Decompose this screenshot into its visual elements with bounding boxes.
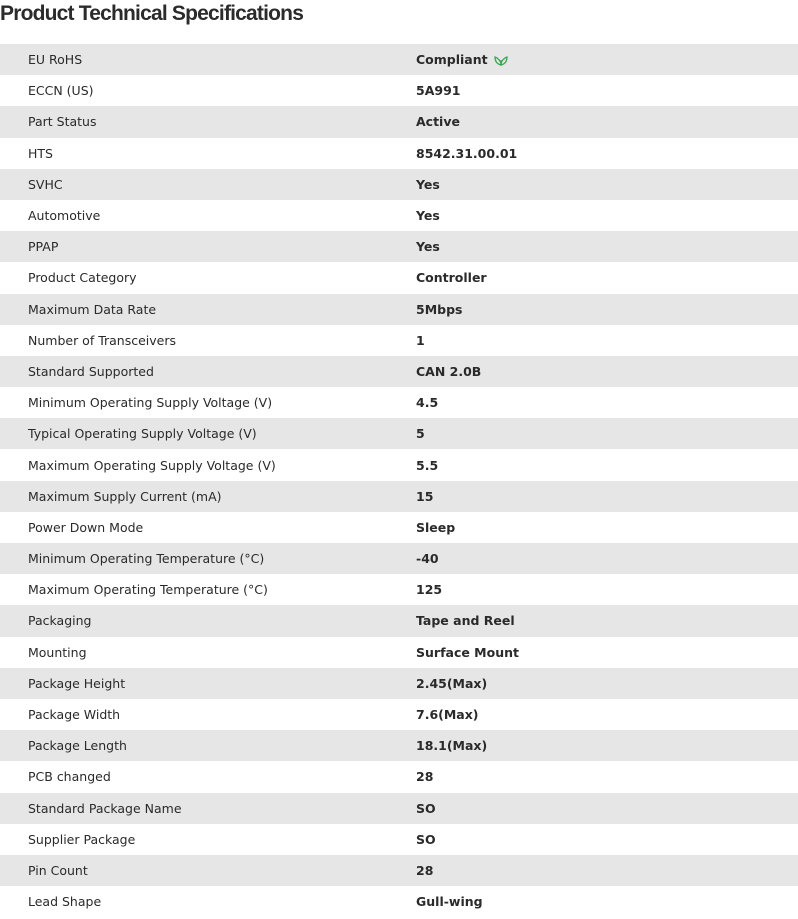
spec-label: PPAP	[28, 239, 59, 255]
spec-value: 125	[416, 582, 443, 598]
spec-row	[0, 605, 798, 636]
spec-label: Supplier Package	[28, 831, 136, 847]
spec-value: 1	[416, 332, 425, 348]
spec-row	[0, 356, 798, 387]
page-title: Product Technical Specifications	[0, 2, 304, 25]
spec-row	[0, 138, 798, 169]
spec-value: 15	[416, 488, 434, 504]
spec-label: Maximum Operating Supply Voltage (V)	[28, 457, 276, 473]
spec-label: Typical Operating Supply Voltage (V)	[28, 426, 257, 442]
spec-value: 28	[416, 769, 434, 785]
leaf-icon	[494, 54, 508, 66]
spec-table	[0, 44, 798, 917]
spec-label: Automotive	[28, 208, 101, 224]
spec-value: 2.45(Max)	[416, 675, 488, 691]
spec-row	[0, 75, 798, 106]
spec-label: Pin Count	[28, 862, 88, 878]
spec-label: Package Width	[28, 707, 121, 723]
spec-row	[0, 793, 798, 824]
spec-row	[0, 824, 798, 855]
spec-label: ECCN (US)	[28, 83, 94, 99]
spec-row	[0, 106, 798, 137]
spec-row	[0, 481, 798, 512]
spec-label: EU RoHS	[28, 52, 83, 68]
spec-label: Minimum Operating Temperature (°C)	[28, 551, 265, 567]
spec-row	[0, 200, 798, 231]
spec-row	[0, 169, 798, 200]
spec-label: Power Down Mode	[28, 519, 144, 535]
spec-label: HTS	[28, 145, 53, 161]
spec-value: SO	[416, 831, 436, 847]
spec-value: Yes	[416, 239, 440, 255]
spec-row	[0, 668, 798, 699]
spec-value: Gull-wing	[416, 894, 483, 910]
spec-label: Standard Package Name	[28, 800, 182, 816]
spec-label: Packaging	[28, 613, 92, 629]
spec-row	[0, 325, 798, 356]
spec-label: Maximum Operating Temperature (°C)	[28, 582, 268, 598]
spec-value: Tape and Reel	[416, 613, 515, 629]
spec-label: SVHC	[28, 176, 63, 192]
spec-row	[0, 637, 798, 668]
spec-value: 28	[416, 862, 434, 878]
spec-label: Number of Transceivers	[28, 332, 177, 348]
spec-label: Product Category	[28, 270, 137, 286]
spec-label: Standard Supported	[28, 363, 154, 379]
spec-label: PCB changed	[28, 769, 111, 785]
spec-row	[0, 418, 798, 449]
spec-value: Active	[416, 114, 460, 130]
spec-label: Mounting	[28, 644, 87, 660]
spec-row	[0, 855, 798, 886]
spec-row	[0, 699, 798, 730]
spec-value: CAN 2.0B	[416, 363, 482, 379]
spec-value: 4.5	[416, 395, 439, 411]
spec-value-text: Compliant	[416, 52, 488, 68]
spec-value: Yes	[416, 176, 440, 192]
spec-value: 18.1(Max)	[416, 738, 488, 754]
spec-value: Controller	[416, 270, 487, 286]
spec-row	[0, 231, 798, 262]
spec-label: Package Length	[28, 738, 127, 754]
spec-row	[0, 387, 798, 418]
spec-value	[416, 52, 508, 67]
spec-label: Package Height	[28, 675, 126, 691]
spec-row	[0, 512, 798, 543]
spec-row	[0, 730, 798, 761]
spec-value: 5Mbps	[416, 301, 463, 317]
spec-value: SO	[416, 800, 436, 816]
spec-value: 5A991	[416, 83, 461, 99]
spec-label: Maximum Data Rate	[28, 301, 157, 317]
spec-label: Lead Shape	[28, 894, 102, 910]
spec-label: Maximum Supply Current (mA)	[28, 488, 222, 504]
spec-value: 5	[416, 426, 425, 442]
spec-row	[0, 294, 798, 325]
spec-value: -40	[416, 551, 439, 567]
spec-value: Yes	[416, 208, 440, 224]
spec-label: Minimum Operating Supply Voltage (V)	[28, 395, 273, 411]
spec-row	[0, 574, 798, 605]
spec-value: Sleep	[416, 519, 456, 535]
spec-row	[0, 886, 798, 917]
spec-row	[0, 761, 798, 792]
spec-value: 7.6(Max)	[416, 707, 479, 723]
spec-value: 8542.31.00.01	[416, 145, 518, 161]
spec-row	[0, 543, 798, 574]
spec-row	[0, 449, 798, 480]
spec-value: Surface Mount	[416, 644, 519, 660]
spec-label: Part Status	[28, 114, 97, 130]
spec-row	[0, 262, 798, 293]
spec-value: 5.5	[416, 457, 439, 473]
spec-row	[0, 44, 798, 75]
